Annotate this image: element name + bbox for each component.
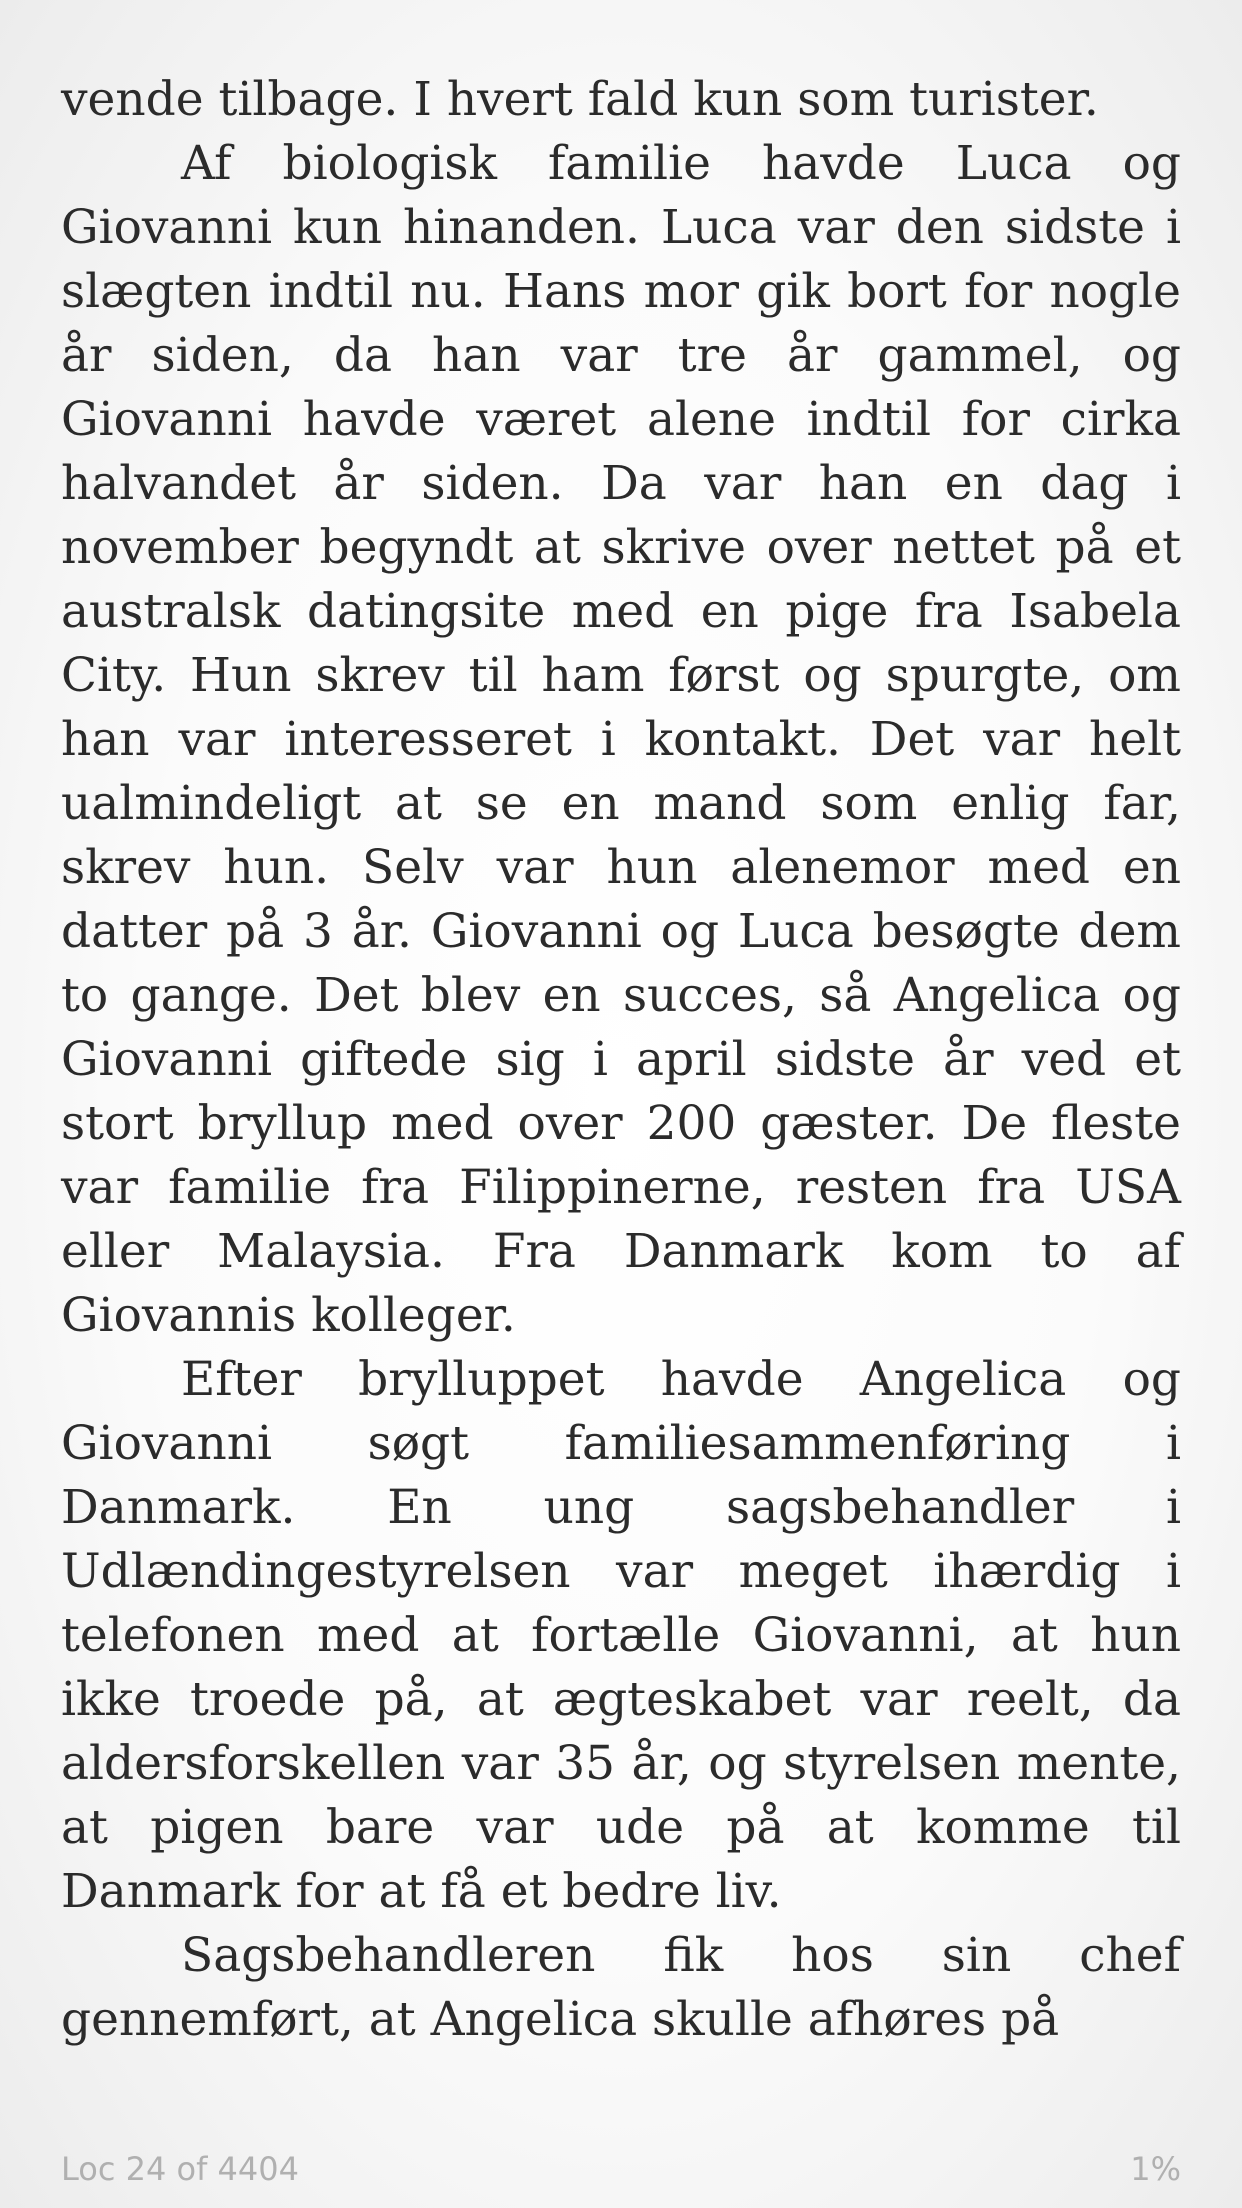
location-indicator[interactable]: Loc 24 of 4404 <box>61 2150 299 2188</box>
paragraph: Af biologisk familie havde Luca og Giovanni kun hinanden. Luca var den sidste i slægten indtil nu. Hans mor gik bort for nogle år siden, da han var tre år gammel, og Giovanni havde været alene indtil for cirka halvandet år siden. Da var han en dag i november begyndt at skrive over nettet på et australsk datingsite med en pige fra Isabela City. Hun skrev til ham først og spurgte, om han var interesseret i kontakt. Det var helt ualmindeligt at se en mand som enlig far, skrev hun. Selv var hun alenemor med en datter på 3 år. Giovanni og Luca besøgte dem to gange. Det blev en succes, så Angelica og Giovanni giftede sig i april sidste år ved et stort bryllup med over 200 gæster. De fleste var familie fra Filippinerne, resten fra USA eller Malaysia. Fra Danmark kom to af Giovannis kolleger. <box>61 136 1181 1343</box>
paragraph: Sagsbehandleren fik hos sin chef gennemført, at Angelica skulle afhøres på <box>61 1928 1181 2047</box>
paragraph: vende tilbage. I hvert fald kun som turister. <box>61 72 1099 127</box>
book-text <box>61 68 1181 2052</box>
percent-read: 1% <box>1130 2150 1181 2188</box>
reading-progress-footer <box>61 2150 1181 2190</box>
paragraph: Efter brylluppet havde Angelica og Giovanni søgt familiesammenføring i Danmark. En ung sagsbehandler i Udlændingestyrelsen var meget ihærdig i telefonen med at fortælle Giovanni, at hun ikke troede på, at ægteskabet var reelt, da aldersforskellen var 35 år, og styrelsen mente, at pigen bare var ude på at komme til Danmark for at få et bedre liv. <box>61 1352 1181 1919</box>
